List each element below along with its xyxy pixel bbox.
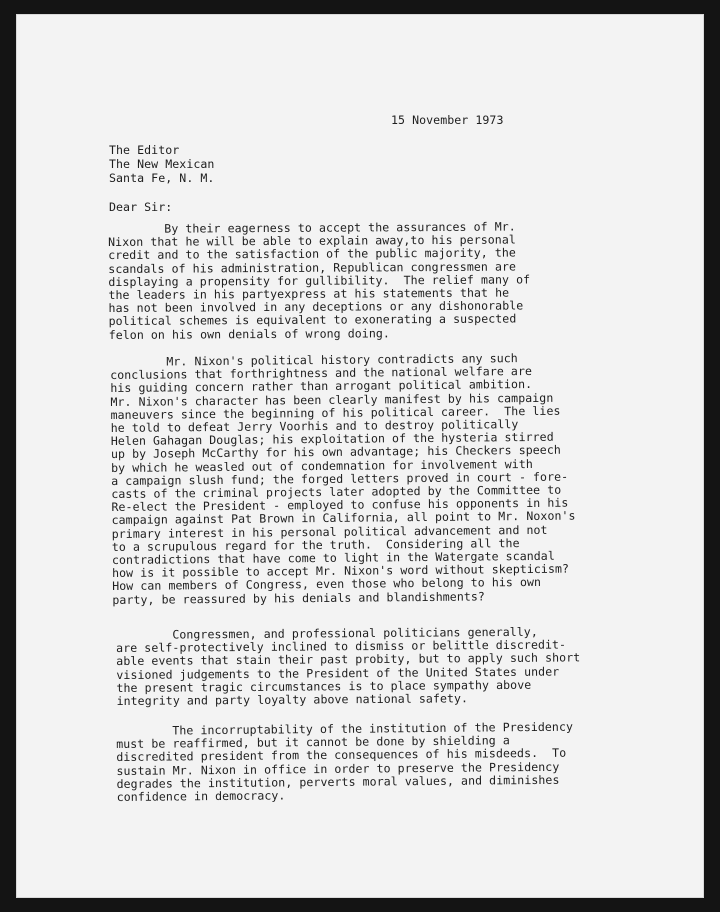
text-line: Congressmen, and professional politicians generally,: [115, 624, 538, 642]
address-line: The New Mexican: [109, 157, 215, 171]
paragraph-4: [116, 721, 574, 805]
text-line: Mr. Nixon's character has been clearly manifest by his campaign: [110, 390, 554, 409]
text-line: Mr. Nixon's political history contradicts any such: [109, 351, 518, 369]
address-line: Santa Fe, N. M.: [109, 171, 215, 185]
text-line: up by Joseph McCarthy for his own advantage; his Checkers speech: [110, 443, 561, 462]
text-line: his guiding concern rather than arrogant political ambition.: [110, 377, 533, 396]
paragraph-2: [110, 352, 576, 607]
text-line: must be reaffirmed, but it cannot be done by shielding a: [116, 733, 510, 752]
letter-page: [16, 14, 704, 898]
text-line: party, be reassured by his denials and blandishments?: [112, 589, 485, 607]
text-line: political schemes is equivalent to exonerating a suspected: [108, 311, 517, 329]
text-line: The incorruptability of the institution of the Presidency: [115, 719, 574, 738]
text-line: scandals of his administration, Republican congressmen are: [108, 259, 517, 276]
text-line: felon on his own denials of wrong doing.: [108, 325, 390, 342]
text-line: are self-protectively inclined to dismiss or belittle discredit-: [116, 637, 567, 656]
text-line: discredited president from the consequences of his misdeeds. To: [116, 746, 567, 765]
text-line: he told to defeat Jerry Voorhis and to destroy politically: [110, 417, 519, 436]
paragraph-3: [116, 625, 581, 708]
salutation: Dear Sir:: [109, 200, 173, 214]
text-line: has not been involved in any deceptions or any dishonorable: [108, 298, 524, 316]
text-line: sustain Mr. Nixon in office in order to preserve the Presidency: [116, 759, 560, 778]
text-line: casts of the criminal projects later adopted by the Committee to: [111, 482, 562, 502]
text-line: By their eagerness to accept the assurances of Mr.: [107, 219, 516, 236]
text-line: visioned judgements to the President of the United States under: [116, 664, 560, 682]
text-line: by which he weasled out of condemnation for involvement with: [111, 456, 533, 475]
letter-date: 15 November 1973: [391, 113, 504, 127]
text-line: the present tragic circumstances is to place sympathy above: [116, 677, 532, 695]
text-line: a campaign slush fund; the forged letters proved in court - fore-: [111, 469, 569, 488]
text-line: Re-elect the President - employed to confuse his opponents in his: [111, 495, 569, 515]
text-line: confidence in democracy.: [116, 788, 286, 805]
text-line: the leaders in his partyexpress at his statements that he: [108, 285, 510, 303]
text-line: displaying a propensity for gullibility. The relief many of: [108, 272, 531, 289]
text-line: able events that stain their past probity, but to apply such short: [116, 650, 581, 669]
paragraph-1: [108, 220, 531, 341]
address-line: The Editor: [109, 143, 180, 157]
text-line: How can members of Congress, even those who belong to his own: [112, 575, 542, 594]
text-line: primary interest in his personal political advancement and not: [111, 522, 548, 541]
text-line: maneuvers since the beginning of his political career. The lies: [110, 403, 561, 422]
text-line: integrity and party loyalty above national safety.: [116, 691, 469, 709]
text-line: Helen Gahagan Douglas; his exploitation of the hysteria stirred: [110, 429, 554, 449]
text-line: campaign against Pat Brown in California, all point to Mr. Noxon's: [111, 508, 576, 528]
text-line: contradictions that have come to light in the Watergate scandal: [111, 548, 555, 568]
text-line: to a scrupulous regard for the truth. Considering all the: [111, 535, 520, 554]
text-line: conclusions that forthrightness and the national welfare are: [110, 364, 533, 383]
text-line: Nixon that he will be able to explain away,to his personal: [108, 232, 516, 250]
recipient-address: [109, 143, 214, 185]
text-line: credit and to the satisfaction of the public majority, the: [108, 245, 516, 263]
text-line: degrades the institution, perverts moral values, and diminishes: [116, 772, 560, 791]
text-line: how is it possible to accept Mr. Nixon's word without skepticism?: [112, 561, 570, 581]
